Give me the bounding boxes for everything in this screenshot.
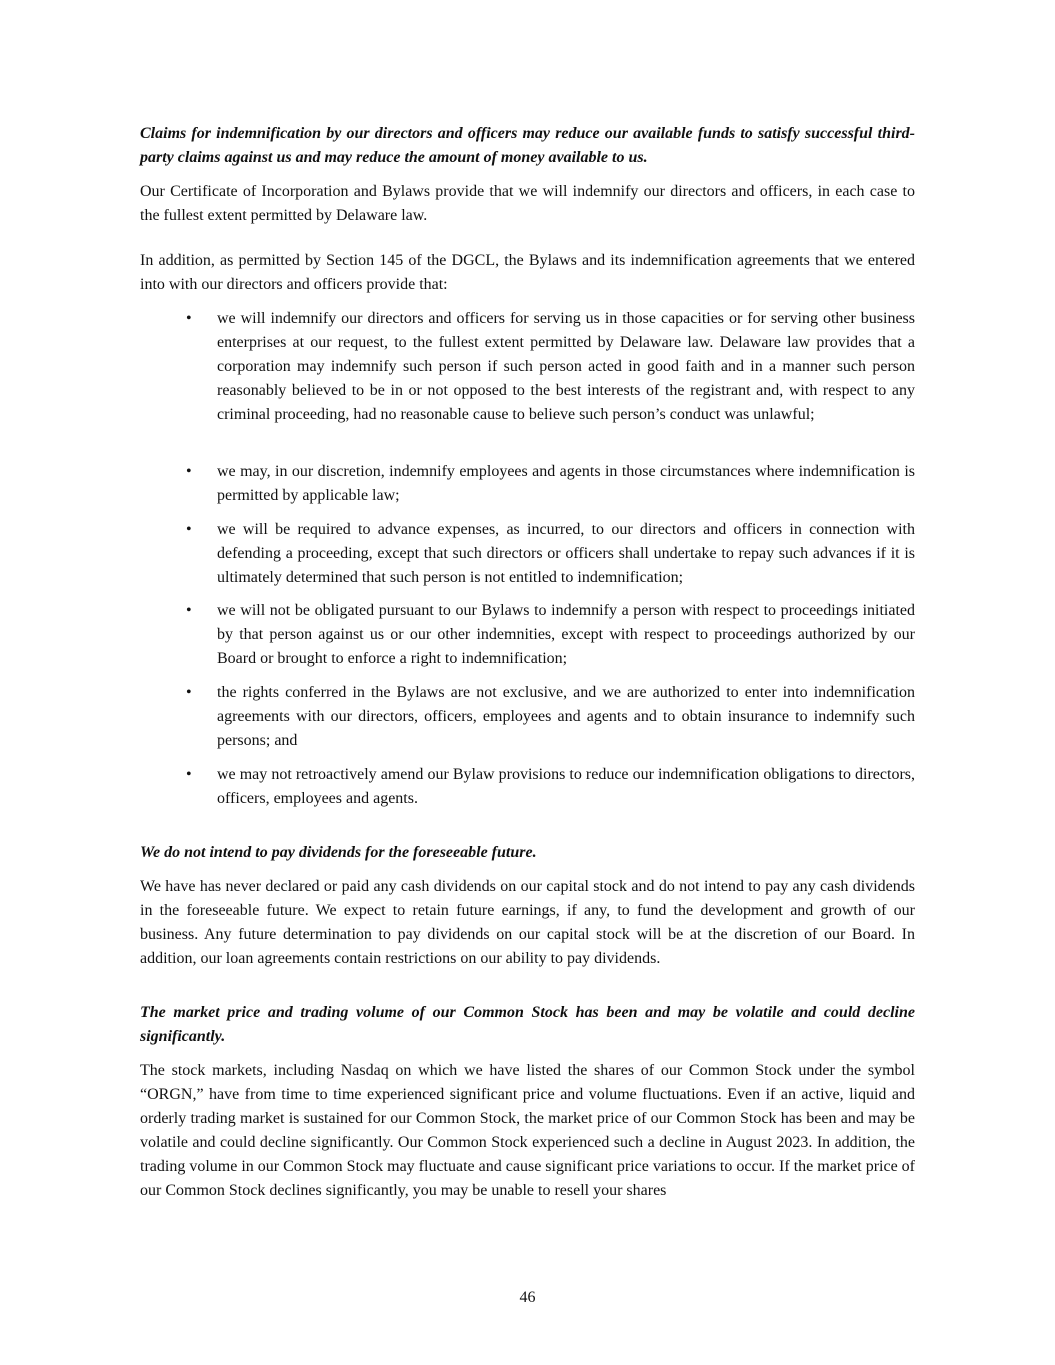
page-number: 46	[519, 1289, 536, 1306]
bullet-icon: •	[186, 684, 192, 701]
bullet-icon: •	[186, 463, 192, 480]
paragraph: We have has never declared or paid any cash dividends on our capital stock and do not intend to pay any cash dividends in the foreseeable future. We expect to retain future earnings, if any, to fund the development and growth of our business. Any future determination to pay dividends on our capital stock will be at the discretion of our Board. In addition, our loan agreements contain restrictions on our ability to pay dividends.	[140, 878, 915, 967]
list-item	[140, 681, 915, 753]
paragraph: In addition, as permitted by Section 145 of the DGCL, the Bylaws and its indemnification agreements that we entered into with our directors and officers provide that:	[140, 252, 915, 293]
list-item	[140, 763, 915, 811]
section-heading: Claims for indemnification by our directors and officers may reduce our available funds to satisfy successful third-party claims against us and may reduce the amount of money available to us.	[140, 125, 915, 166]
list-item	[140, 460, 915, 508]
list-item	[140, 307, 915, 427]
bullet-icon: •	[186, 766, 192, 783]
list-item	[140, 599, 915, 671]
section-heading: We do not intend to pay dividends for the foreseeable future.	[140, 844, 537, 861]
list-item-text: we may, in our discretion, indemnify employees and agents in those circumstances where indemnification is permitted by applicable law;	[217, 463, 915, 504]
list-item-text: we will indemnify our directors and officers for serving us in those capacities or for serving other business enterprises at our request, to the fullest extent permitted by Delaware law. Delaware law provides that a corporation may indemnify such person if such person acted in good faith and in a manner such person reasonably believed to be in or not opposed to the best interests of the registrant and, with respect to any criminal proceeding, had no reasonable cause to believe such person’s conduct was unlawful;	[217, 310, 915, 423]
paragraph: Our Certificate of Incorporation and Bylaws provide that we will indemnify our directors and officers, in each case to the fullest extent permitted by Delaware law.	[140, 183, 915, 224]
list-item-text: we will be required to advance expenses, as incurred, to our directors and officers in connection with defending a proceeding, except that such directors or officers shall undertake to repay such advances if it is ultimately determined that such person is not entitled to indemnification;	[217, 521, 915, 586]
bullet-icon: •	[186, 602, 192, 619]
list-item-text: we will not be obligated pursuant to our Bylaws to indemnify a person with respect to proceedings initiated by that person against us or our other indemnities, except with respect to proceedings authorized by our Board or brought to enforce a right to indemnification;	[217, 602, 915, 667]
bullet-icon: •	[186, 521, 192, 538]
section-heading: The market price and trading volume of our Common Stock has been and may be volatile and could decline significantly.	[140, 1004, 915, 1045]
bullet-icon: •	[186, 310, 192, 327]
list-item	[140, 518, 915, 590]
paragraph: The stock markets, including Nasdaq on which we have listed the shares of our Common Stock under the symbol “ORGN,” have from time to time experienced significant price and volume fluctuations. Even if an active, liquid and orderly trading market is sustained for our Common Stock, the market price of our Common Stock has been and may be volatile and could decline significantly. Our Common Stock experienced such a decline in August 2023. In addition, the trading volume in our Common Stock may fluctuate and cause significant price variations to occur. If the market price of our Common Stock declines significantly, you may be unable to resell your shares	[140, 1062, 915, 1199]
list-item-text: the rights conferred in the Bylaws are not exclusive, and we are authorized to enter into indemnification agreements with our directors, officers, employees and agents and to obtain insurance to indemnify such persons; and	[217, 684, 915, 749]
list-item-text: we may not retroactively amend our Bylaw provisions to reduce our indemnification obligations to directors, officers, employees and agents.	[217, 766, 915, 807]
